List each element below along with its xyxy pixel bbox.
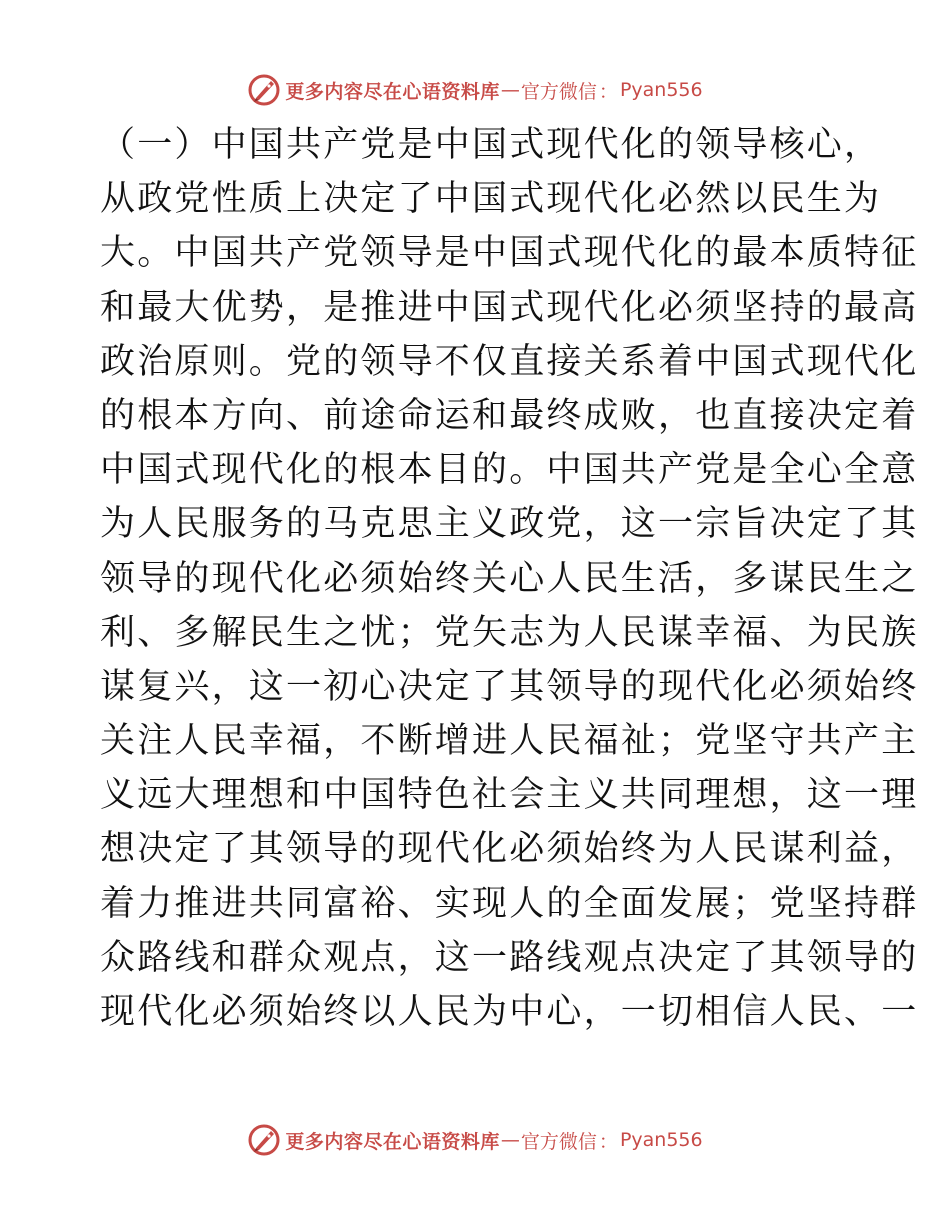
header-watermark xyxy=(0,70,950,110)
text-line: （一）中国共产党是中国式现代化的领导核心， xyxy=(100,125,882,165)
text-line: 关注人民幸福，不断增进人民福祉；党坚守共产主 xyxy=(100,721,919,762)
text-line: 想决定了其领导的现代化必须始终为人民谋利益， xyxy=(100,829,919,870)
footer-watermark xyxy=(0,1120,950,1160)
watermark-wechat-id: Pyan556 xyxy=(619,1129,703,1151)
watermark-dash: — xyxy=(500,1129,520,1151)
pen-nib-circle-icon xyxy=(247,73,281,107)
watermark-wechat-label: 官方微信 xyxy=(520,1130,597,1153)
text-line: 大。中国共产党领导是中国式现代化的最本质特征 xyxy=(100,233,919,274)
text-line: 利、多解民生之忧；党矢志为人民谋幸福、为民族 xyxy=(100,612,919,653)
watermark-wechat-id: Pyan556 xyxy=(619,79,703,101)
text-line: 谋复兴，这一初心决定了其领导的现代化必须始终 xyxy=(100,666,919,707)
text-line: 政治原则。党的领导不仅直接关系着中国式现代化 xyxy=(100,341,919,382)
watermark-dash: — xyxy=(500,79,520,101)
watermark-site-text: 更多内容尽在心语资料库 xyxy=(285,1130,500,1153)
watermark-separator: ： xyxy=(598,1130,618,1153)
text-line: 为人民服务的马克思主义政党，这一宗旨决定了其 xyxy=(100,504,919,545)
text-line: 领导的现代化必须始终关心人民生活，多谋民生之 xyxy=(100,558,919,599)
text-line: 义远大理想和中国特色社会主义共同理想，这一理 xyxy=(100,775,919,816)
pen-nib-circle-icon xyxy=(247,1123,281,1157)
watermark-wechat-label: 官方微信 xyxy=(520,80,597,103)
text-line: 现代化必须始终以人民为中心，一切相信人民、一 xyxy=(100,992,919,1032)
watermark-site-text: 更多内容尽在心语资料库 xyxy=(285,80,500,103)
text-line: 和最大优势，是推进中国式现代化必须坚持的最高 xyxy=(100,287,919,328)
text-line: 的根本方向、前途命运和最终成败，也直接决定着 xyxy=(100,395,919,436)
text-line: 中国式现代化的根本目的。中国共产党是全心全意 xyxy=(100,450,919,491)
text-line: 着力推进共同富裕、实现人的全面发展；党坚持群 xyxy=(100,883,919,924)
text-line: 众路线和群众观点，这一路线观点决定了其领导的 xyxy=(100,937,919,978)
body-paragraph xyxy=(100,118,919,1039)
text-line: 从政党性质上决定了中国式现代化必然以民生为 xyxy=(100,179,882,220)
watermark-separator: ： xyxy=(598,80,618,103)
